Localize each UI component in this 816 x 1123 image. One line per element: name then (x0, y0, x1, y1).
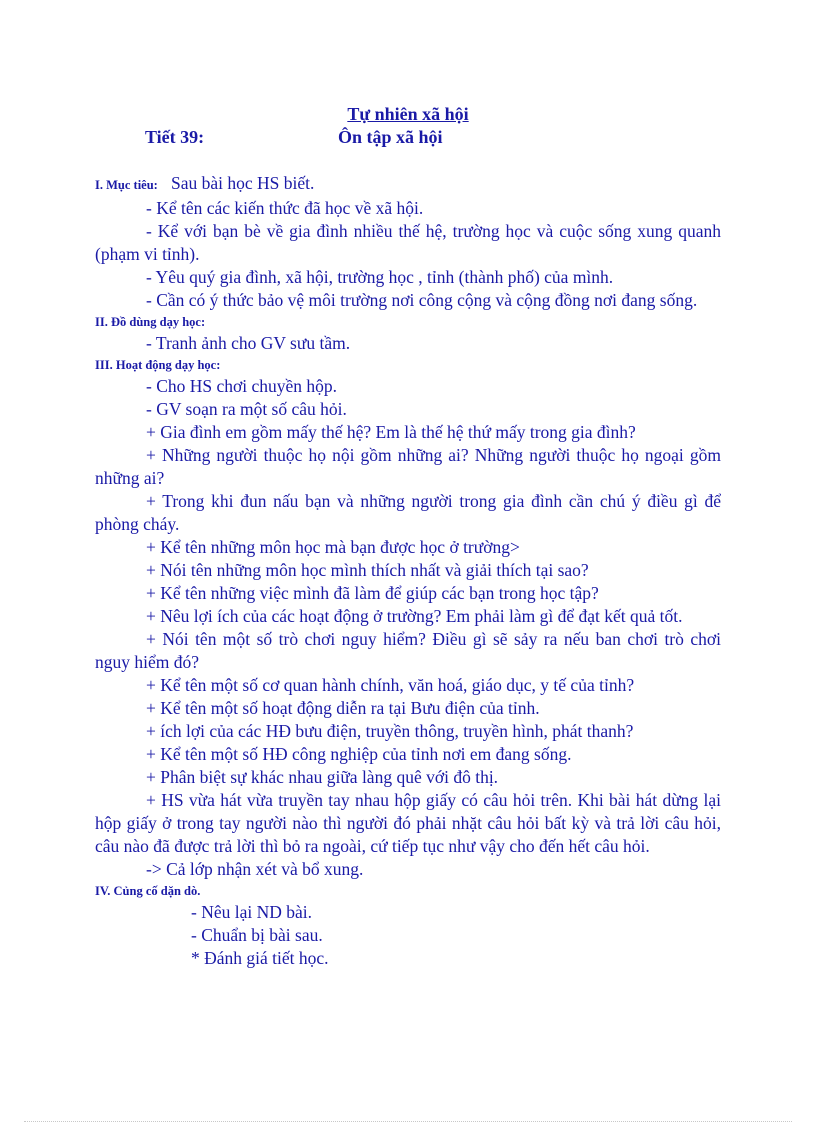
objectives-intro: Sau bài học HS biết. (170, 173, 315, 193)
class-review-item: -> Cả lớp nhận xét và bổ xung. (146, 859, 364, 879)
question-item: + Nói tên những môn học mình thích nhất và giải thích tại sao? (146, 560, 589, 580)
page-bottom-border (24, 1121, 792, 1122)
question-item: + Trong khi đun nấu bạn và những người trong gia đình cần chú ý điều gì để phòng cháy. (95, 491, 721, 534)
consolidation-item: - Chuẩn bị bài sau. (191, 925, 323, 945)
activity-item: - GV soạn ra một số câu hỏi. (146, 399, 347, 419)
objective-item: - Kể với bạn bè về gia đình nhiều thế hệ, trường học và cuộc sống xung quanh (phạm vi tỉnh). (95, 221, 721, 264)
lesson-body (95, 172, 721, 970)
question-item: + Nêu lợi ích của các hoạt động ở trường? Em phải làm gì để đạt kết quả tốt. (146, 606, 683, 626)
question-item: + Gia đình em gồm mấy thế hệ? Em là thế hệ thứ mấy trong gia đình? (146, 422, 636, 442)
section-heading-materials: II. Đồ dùng dạy học: (95, 315, 206, 329)
section-heading-objectives: I. Mục tiêu: (95, 178, 158, 192)
consolidation-item: * Đánh giá tiết học. (191, 948, 329, 968)
consolidation-item: - Nêu lại ND bài. (191, 902, 313, 922)
subject-title: Tự nhiên xã hội (347, 104, 469, 124)
question-item: + Kể tên những việc mình đã làm để giúp các bạn trong học tập? (146, 583, 599, 603)
lesson-title: Ôn tập xã hội (338, 127, 443, 147)
materials-item: - Tranh ảnh cho GV sưu tầm. (146, 333, 351, 353)
question-item: + Nói tên một số trò chơi nguy hiểm? Điều gì sẽ sảy ra nếu ban chơi trò chơi nguy hiểm đó? (95, 629, 721, 672)
section-heading-activities: III. Hoạt động dạy học: (95, 358, 221, 372)
question-item: + ích lợi của các HĐ bưu điện, truyền thông, truyền hình, phát thanh? (146, 721, 634, 741)
section-heading-consolidation: IV. Củng cố dặn dò. (95, 884, 201, 898)
question-item: + Những người thuộc họ nội gồm những ai? Những người thuộc họ ngoại gồm những ai? (95, 445, 721, 488)
objective-item: - Yêu quý gia đình, xã hội, trường học , tỉnh (thành phố) của mình. (146, 267, 614, 287)
objectives-heading-line (95, 172, 721, 197)
objective-item: - Cần có ý thức bảo vệ môi trường nơi công cộng và cộng đồng nơi đang sống. (146, 290, 698, 310)
objective-item: - Kể tên các kiến thức đã học về xã hội. (146, 198, 424, 218)
game-instructions: + HS vừa hát vừa truyền tay nhau hộp giấy có câu hỏi trên. Khi bài hát dừng lại hộp giấy ở trong tay người nào thì người đó phải nhặt câu hỏi bất kỳ và trả lời câu hỏi, câu nào đã được trả lời thì bỏ ra ngoài, cứ tiếp tục như vậy cho đến hết câu hỏi. (95, 790, 721, 856)
lesson-number: Tiết 39: (145, 127, 205, 147)
question-item: + Kể tên những môn học mà bạn được học ở trường> (146, 537, 520, 557)
question-item: + Phân biệt sự khác nhau giữa làng quê với đô thị. (146, 767, 499, 787)
activity-item: - Cho HS chơi chuyền hộp. (146, 376, 338, 396)
question-item: + Kể tên một số hoạt động diễn ra tại Bưu điện của tỉnh. (146, 698, 540, 718)
question-item: + Kể tên một số cơ quan hành chính, văn hoá, giáo dục, y tế của tỉnh? (146, 675, 635, 695)
question-item: + Kể tên một số HĐ công nghiệp của tỉnh nơi em đang sống. (146, 744, 572, 764)
